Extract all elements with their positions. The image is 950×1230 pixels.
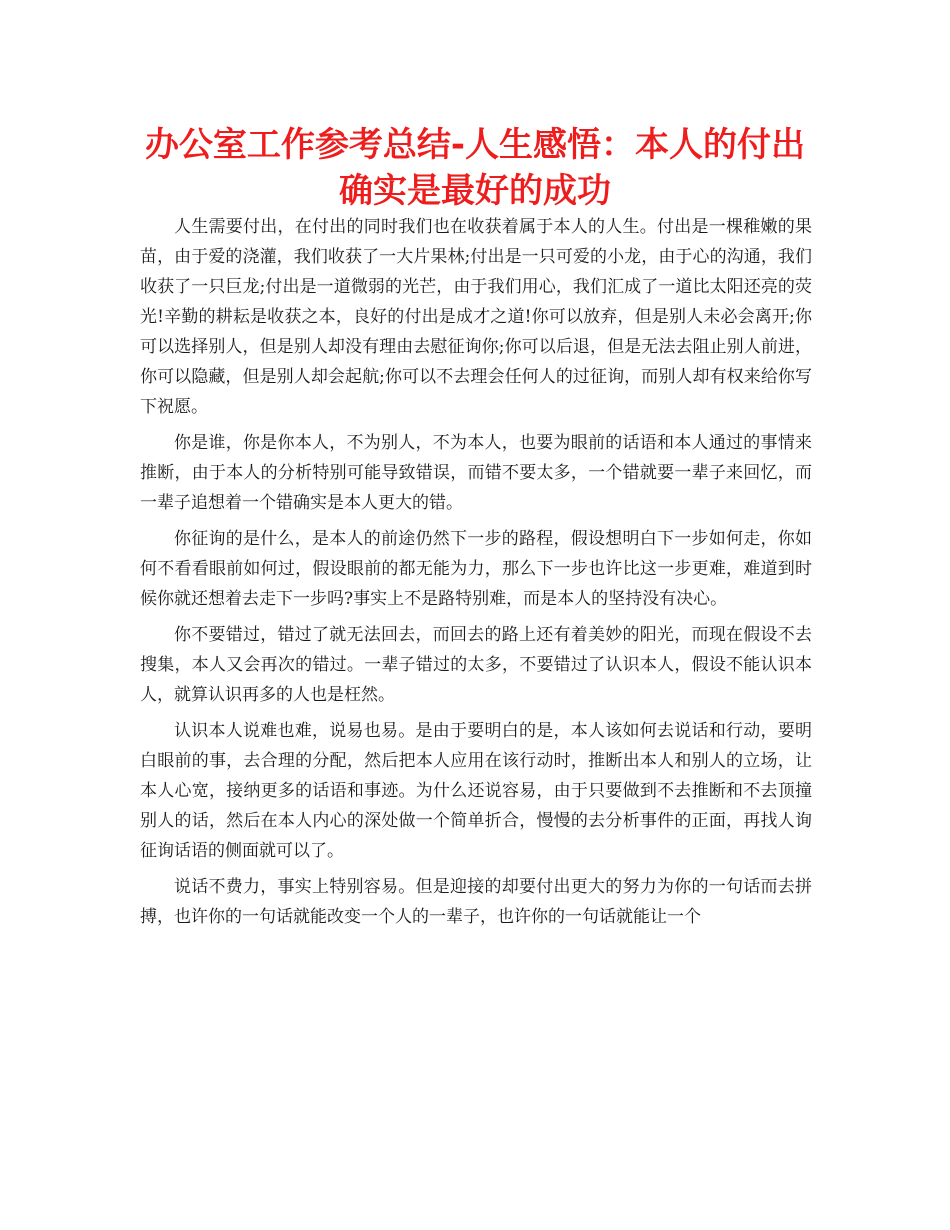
- paragraph: 说话不费力，事实上特别容易。但是迎接的却要付出更大的努力为你的一句话而去拼搏，也许你的一句话就能改变一个人的一辈子，也许你的一句话就能让一个: [140, 877, 812, 927]
- document-body: [140, 212, 812, 938]
- paragraph: 你不要错过，错过了就无法回去，而回去的路上还有着美妙的阳光，而现在假设不去搜集，本人又会再次的错过。一辈子错过的太多，不要错过了认识本人，假设不能认识本人，就算认识再多的人也是枉然。: [140, 625, 812, 705]
- paragraph: 你是谁，你是你本人，不为别人，不为本人，也要为眼前的话语和本人通过的事情来推断，由于本人的分析特别可能导致错误，而错不要太多，一个错就要一辈子来回忆，而一辈子追想着一个错确实是本人更大的错。: [140, 433, 812, 513]
- paragraph: 你征询的是什么，是本人的前途仍然下一步的路程，假设想明白下一步如何走，你如何不看看眼前如何过，假设眼前的都无能为力，那么下一步也许比这一步更难，难道到时候你就还想着去走下一步吗?事实上不是路特别难，而是本人的坚持没有决心。: [140, 529, 812, 609]
- paragraph: 认识本人说难也难，说易也易。是由于要明白的是，本人该如何去说话和行动，要明白眼前的事，去合理的分配，然后把本人应用在该行动时，推断出本人和别人的立场，让本人心宽，接纳更多的话语和事迹。为什么还说容易，由于只要做到不去推断和不去顶撞别人的话，然后在本人内心的深处做一个简单折合，慢慢的去分析事件的正面，再找人询征询话语的侧面就可以了。: [140, 721, 812, 861]
- document-title: 办公室工作参考总结-人生感悟：本人的付出确实是最好的成功: [144, 125, 806, 211]
- paragraph: 人生需要付出，在付出的同时我们也在收获着属于本人的人生。付出是一棵稚嫩的果苗，由于爱的浇灌，我们收获了一大片果林;付出是一只可爱的小龙，由于心的沟通，我们收获了一只巨龙;付出是一道微弱的光芒，由于我们用心，我们汇成了一道比太阳还亮的荧光!辛勤的耕耘是收获之本，良好的付出是成才之道!你可以放弃，但是别人未必会离开;你可以选择别人，但是别人却没有理由去慰征询你;你可以后退，但是无法去阻止别人前进，你可以隐藏，但是别人却会起航;你可以不去理会任何人的过征询，而别人却有权来给你写下祝愿。: [140, 217, 812, 417]
